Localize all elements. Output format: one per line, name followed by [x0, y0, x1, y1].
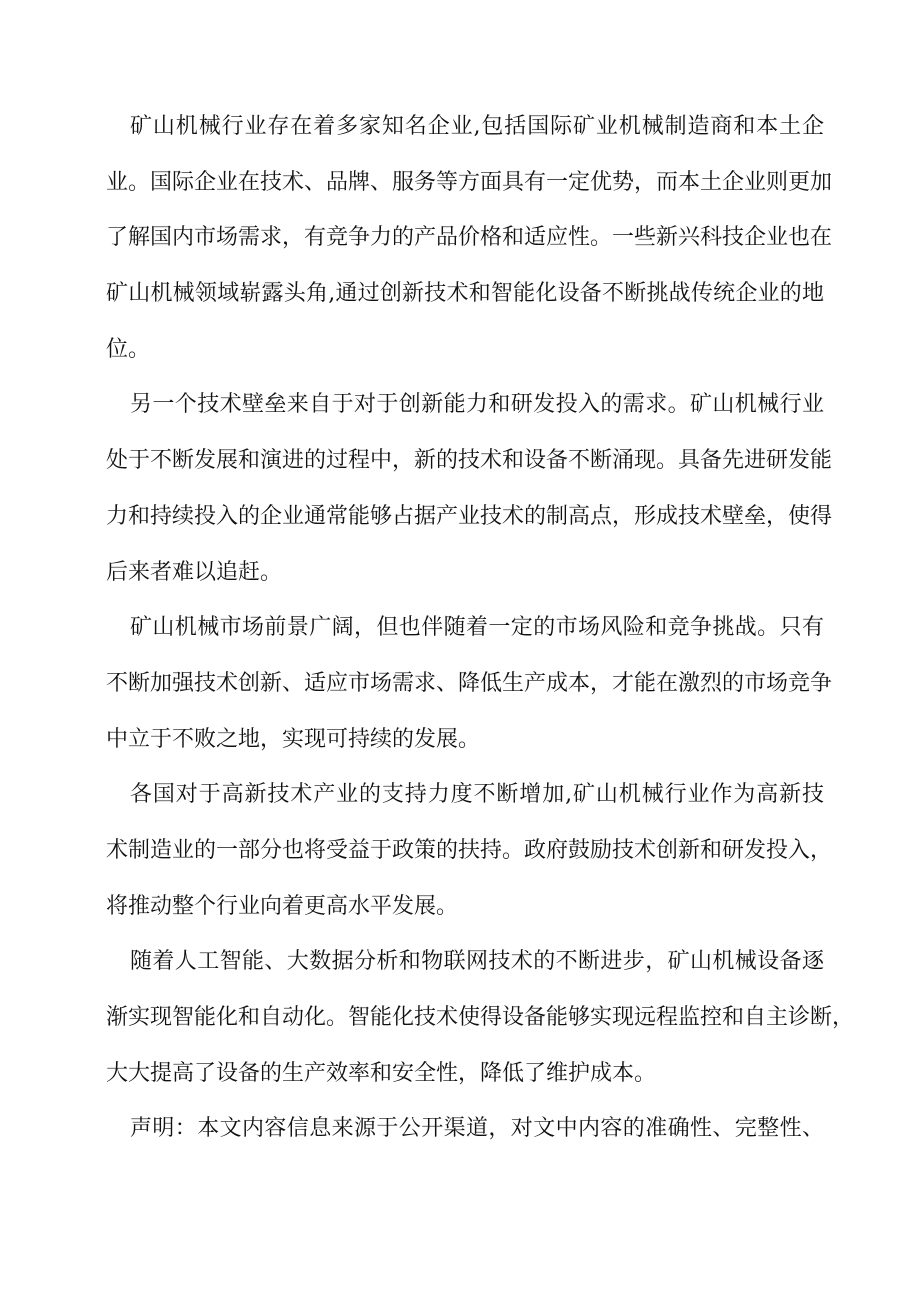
text-line: 矿山机械市场前景广阔，但也伴随着一定的市场风险和竞争挑战。只有 — [130, 615, 824, 641]
paragraph — [106, 600, 833, 767]
text-line: 力和持续投入的企业通常能够占据产业技术的制高点，形成技术壁垒，使得 — [106, 503, 833, 529]
text-line: 大大提高了设备的生产效率和安全性，降低了维护成本。 — [106, 1060, 657, 1086]
paragraph — [106, 767, 833, 934]
paragraph — [106, 934, 855, 1101]
document-page — [106, 99, 855, 1157]
text-line: 了解国内市场需求，有竞争力的产品价格和适应性。一些新兴科技企业也在 — [106, 225, 833, 251]
text-line: 将推动整个行业向着更高水平发展。 — [106, 893, 459, 919]
text-line: 不断加强技术创新、适应市场需求、降低生产成本，才能在激烈的市场竞争 — [106, 670, 833, 696]
text-line: 另一个技术壁垒来自于对于创新能力和研发投入的需求。矿山机械行业 — [130, 392, 824, 418]
text-line: 位。 — [106, 336, 151, 362]
text-line: 各国对于高新技术产业的支持力度不断增加,矿山机械行业作为高新技 — [130, 782, 824, 808]
text-line: 随着人工智能、大数据分析和物联网技术的不断进步，矿山机械设备逐 — [130, 949, 824, 975]
text-line: 术制造业的一部分也将受益于政策的扶持。政府鼓励技术创新和研发投入， — [106, 837, 833, 863]
text-line: 处于不断发展和演进的过程中，新的技术和设备不断涌现。具备先进研发能 — [106, 448, 833, 474]
text-line: 中立于不败之地，实现可持续的发展。 — [106, 726, 481, 752]
text-line: 渐实现智能化和自动化。智能化技术使得设备能够实现远程监控和自主诊断， — [106, 1005, 855, 1030]
text-line: 声明：本文内容信息来源于公开渠道，对文中内容的准确性、完整性、 — [130, 1116, 824, 1142]
text-line: 后来者难以追赶。 — [106, 559, 283, 585]
text-line: 业。国际企业在技术、品牌、服务等方面具有一定优势，而本土企业则更加 — [106, 169, 833, 195]
text-line: 矿山机械领域崭露头角,通过创新技术和智能化设备不断挑战传统企业的地 — [106, 281, 824, 307]
paragraph — [106, 99, 833, 377]
paragraph — [106, 377, 833, 600]
text-line: 矿山机械行业存在着多家知名企业,包括国际矿业机械制造商和本土企 — [130, 114, 824, 139]
paragraph — [106, 1101, 824, 1157]
